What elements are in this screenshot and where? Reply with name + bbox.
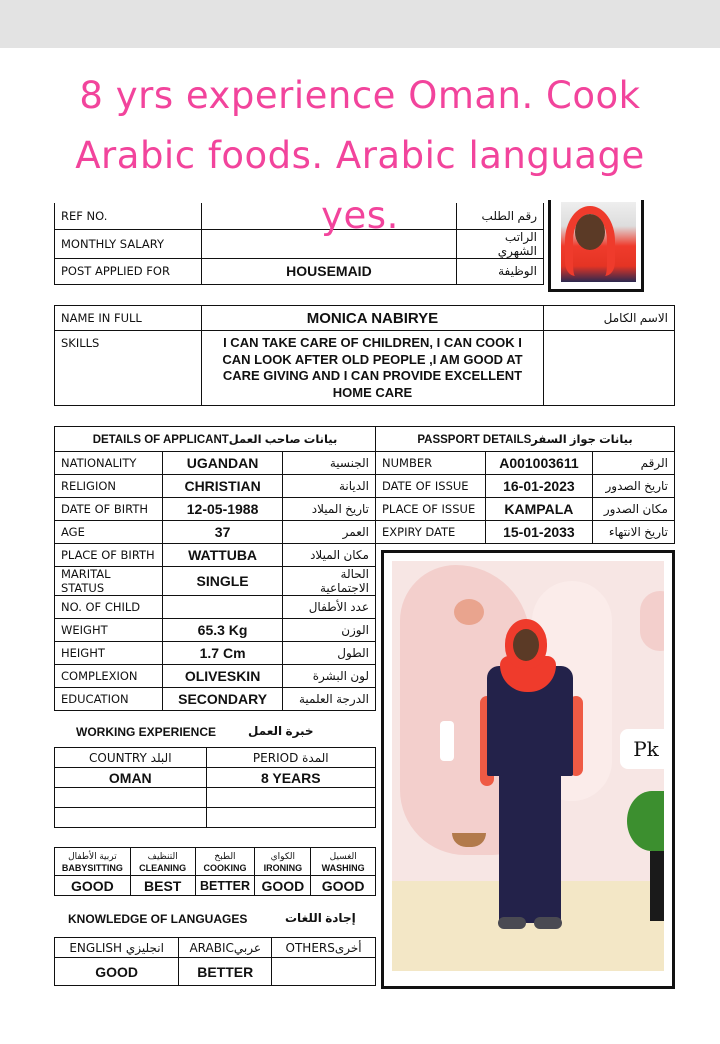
cleaning-header-en: CLEANING (139, 862, 187, 873)
issue-date-value: 16-01-2023 (485, 475, 593, 498)
table-row (55, 567, 376, 596)
applicant-details-table (54, 426, 376, 711)
working-experience-title-ar: خبرة العمل (248, 724, 314, 738)
issue-place-label-ar: مكان الصدور (593, 498, 675, 521)
table-row (55, 788, 376, 808)
ref-no-label: REF NO. (55, 203, 202, 229)
skills-value: I CAN TAKE CARE OF CHILDREN, I CAN COOK I CAN LOOK AFTER OLD PEOPLE ,I AM GOOD AT CARE GIVING AND I CAN PROVIDE EXCELLENT HOME CARE (201, 331, 543, 406)
issue-date-label-ar: تاريخ الصدور (593, 475, 675, 498)
cleaning-value: BEST (130, 876, 195, 896)
table-header-row (55, 748, 376, 768)
passport-number-label: NUMBER (376, 452, 486, 475)
monthly-salary-label: MONTHLY SALARY (55, 229, 202, 258)
education-label-ar: الدرجة العلمية (283, 688, 376, 711)
post-applied-label: POST APPLIED FOR (55, 258, 202, 284)
dob-label-ar: تاريخ الميلاد (283, 498, 376, 521)
dob-label: DATE OF BIRTH (55, 498, 163, 521)
work-country-value (55, 788, 207, 808)
nationality-label: NATIONALITY (55, 452, 163, 475)
others-value (272, 958, 376, 986)
table-row (376, 498, 675, 521)
identity-table (54, 305, 675, 406)
work-period-value: 8 YEARS (206, 768, 375, 788)
age-value: 37 (162, 521, 283, 544)
babysitting-value: GOOD (55, 876, 131, 896)
pot-decor (650, 851, 664, 921)
table-row (55, 876, 376, 896)
table-header-row (55, 427, 376, 452)
work-country-value (55, 808, 207, 828)
table-row (55, 475, 376, 498)
cooking-header (195, 848, 255, 876)
top-bar (0, 0, 720, 48)
table-row (376, 452, 675, 475)
table-header-row (55, 848, 376, 876)
marital-status-label-ar: الحالة الاجتماعية (283, 567, 376, 596)
work-period-value (206, 808, 375, 828)
place-of-birth-value: WATTUBA (162, 544, 283, 567)
working-experience-table (54, 747, 376, 828)
issue-date-label: DATE OF ISSUE (376, 475, 486, 498)
headline-line-1: 8 yrs experience Oman. Cook (79, 74, 641, 117)
ironing-header-ar: الكواي (270, 850, 296, 861)
english-header: ENGLISH انجليزي (55, 938, 179, 958)
complexion-value: OLIVESKIN (162, 665, 283, 688)
cleaning-header-ar: التنظيف (147, 850, 178, 861)
babysitting-header-ar: تربية الأطفال (68, 850, 117, 861)
marital-status-label: MARITAL STATUS (55, 567, 163, 596)
post-applied-label-ar: الوظيفة (457, 258, 544, 284)
photo-scene (392, 561, 664, 971)
table-row (55, 619, 376, 642)
face-shape (575, 214, 605, 250)
age-label-ar: العمر (283, 521, 376, 544)
arabic-header: ARABICعربي (179, 938, 272, 958)
skills-grid-table (54, 847, 376, 896)
watermark-label: Pk (620, 729, 664, 769)
name-value: MONICA NABIRYE (201, 306, 543, 331)
marital-status-value: SINGLE (162, 567, 283, 596)
height-label: HEIGHT (55, 642, 163, 665)
table-row (55, 596, 376, 619)
cooking-header-en: COOKING (203, 862, 247, 873)
cleaning-header (130, 848, 195, 876)
period-header: PERIOD المدة (206, 748, 375, 768)
languages-title-ar: إجادة اللغات (285, 911, 356, 925)
post-applied-value: HOUSEMAID (201, 258, 456, 284)
children-value (162, 596, 283, 619)
height-value: 1.7 Cm (162, 642, 283, 665)
monthly-salary-label-ar: الراتب الشهري (457, 229, 544, 258)
children-label: NO. OF CHILD (55, 596, 163, 619)
work-period-value (206, 788, 375, 808)
skills-label: SKILLS (55, 331, 202, 406)
age-label: AGE (55, 521, 163, 544)
education-value: SECONDARY (162, 688, 283, 711)
work-country-value: OMAN (55, 768, 207, 788)
religion-label: RELIGION (55, 475, 163, 498)
flowers-decor (454, 599, 484, 625)
washing-header (311, 848, 376, 876)
nationality-value: UGANDAN (162, 452, 283, 475)
headshot-photo (548, 200, 644, 292)
table-row (376, 475, 675, 498)
applicant-details-title: DETAILS OF APPLICANTبيانات صاحب العمل (55, 427, 376, 452)
passport-number-value: A001003611 (485, 452, 593, 475)
place-of-birth-label: PLACE OF BIRTH (55, 544, 163, 567)
shoe-shape (534, 917, 562, 929)
complexion-label: COMPLEXION (55, 665, 163, 688)
vase-decor (440, 721, 454, 761)
arabic-value: BETTER (179, 958, 272, 986)
table-row (55, 544, 376, 567)
full-body-photo (381, 550, 675, 989)
height-label-ar: الطول (283, 642, 376, 665)
table-row (55, 306, 675, 331)
issue-place-value: KAMPALA (485, 498, 593, 521)
children-label-ar: عدد الأطفال (283, 596, 376, 619)
religion-label-ar: الديانة (283, 475, 376, 498)
complexion-label-ar: لون البشرة (283, 665, 376, 688)
headline-line-3: yes. (321, 194, 399, 237)
working-experience-title: WORKING EXPERIENCE (76, 725, 217, 739)
passport-details-title: PASSPORT DETAILSبيانات جواز السفر (376, 427, 675, 452)
expiry-date-value: 15-01-2033 (485, 521, 593, 544)
ironing-header-en: IRONING (263, 862, 303, 873)
table-row (55, 642, 376, 665)
table-row (55, 808, 376, 828)
expiry-date-label: EXPIRY DATE (376, 521, 486, 544)
cooking-value: BETTER (195, 876, 255, 896)
expiry-date-label-ar: تاريخ الانتهاء (593, 521, 675, 544)
others-header: OTHERSأخرى (272, 938, 376, 958)
country-header: COUNTRY البلد (55, 748, 207, 768)
languages-table (54, 937, 376, 986)
issue-place-label: PLACE OF ISSUE (376, 498, 486, 521)
table-row (55, 665, 376, 688)
languages-title: KNOWLEDGE OF LANGUAGES (68, 912, 248, 926)
skills-empty-cell (544, 331, 675, 406)
ironing-value: GOOD (255, 876, 311, 896)
table-row (55, 768, 376, 788)
table-row (55, 258, 544, 284)
shoe-shape (498, 917, 526, 929)
place-of-birth-label-ar: مكان الميلاد (283, 544, 376, 567)
table-row (55, 958, 376, 986)
passport-number-label-ar: الرقم (593, 452, 675, 475)
passport-details-table (375, 426, 675, 544)
table-row (55, 521, 376, 544)
weight-label-ar: الوزن (283, 619, 376, 642)
weight-value: 65.3 Kg (162, 619, 283, 642)
table-header-row (55, 938, 376, 958)
english-value: GOOD (55, 958, 179, 986)
face-shape (513, 629, 539, 661)
name-label-ar: الاسم الكامل (544, 306, 675, 331)
cooking-header-ar: الطبخ (214, 850, 236, 861)
washing-value: GOOD (311, 876, 376, 896)
babysitting-header (55, 848, 131, 876)
plant-decor (627, 791, 664, 851)
table-row (55, 452, 376, 475)
washing-header-ar: الغسيل (329, 850, 357, 861)
nationality-label-ar: الجنسية (283, 452, 376, 475)
wall-niche (640, 591, 664, 651)
washing-header-en: WASHING (321, 862, 365, 873)
ironing-header (255, 848, 311, 876)
table-row (376, 521, 675, 544)
table-row (55, 331, 675, 406)
trousers-shape (499, 773, 561, 923)
religion-value: CHRISTIAN (162, 475, 283, 498)
babysitting-header-en: BABYSITTING (61, 862, 123, 873)
weight-label: WEIGHT (55, 619, 163, 642)
table-row (55, 498, 376, 521)
headline-line-2: Arabic foods. Arabic language (75, 134, 645, 177)
ref-no-label-ar: رقم الطلب (457, 203, 544, 229)
table-row (55, 688, 376, 711)
education-label: EDUCATION (55, 688, 163, 711)
name-label: NAME IN FULL (55, 306, 202, 331)
headline-overlay (0, 66, 720, 186)
table-header-row (376, 427, 675, 452)
dob-value: 12-05-1988 (162, 498, 283, 521)
